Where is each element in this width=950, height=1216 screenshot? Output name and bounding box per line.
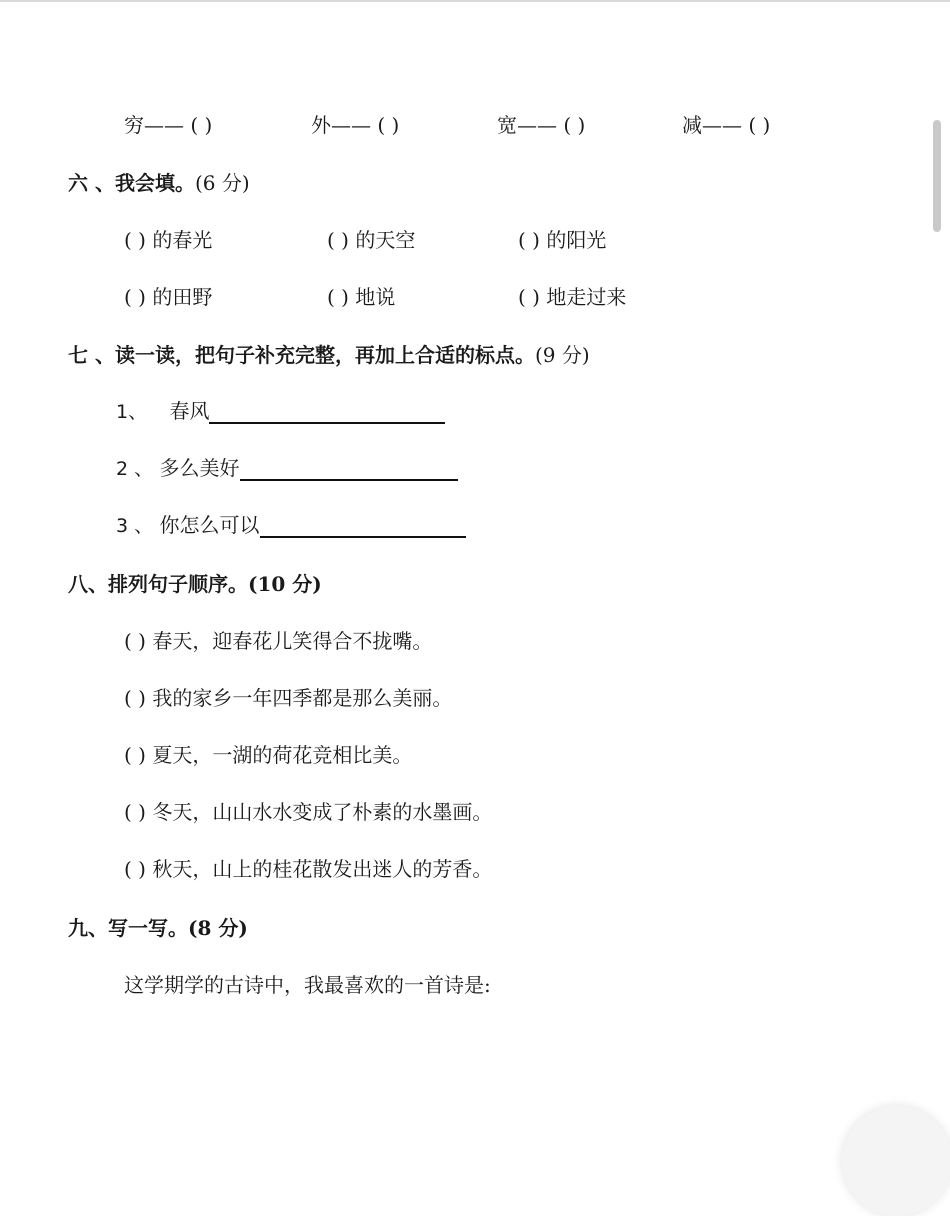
section8-title: 八、排列句子顺序。	[68, 572, 248, 596]
antonym-item-3: 宽—— ( )	[497, 113, 586, 137]
answer-line[interactable]	[260, 514, 466, 538]
antonym-item-4: 减—— ( )	[682, 113, 771, 137]
section8-item-3: ( ) 夏天，一湖的荷花竞相比美。	[124, 743, 413, 767]
section8-heading	[68, 572, 322, 596]
section6-row1-item2: ( ) 的天空	[327, 228, 416, 252]
item-number: 1、	[116, 401, 148, 423]
section6-heading	[68, 171, 250, 195]
section8-item-1: ( ) 春天，迎春花儿笑得合不拢嘴。	[124, 629, 433, 653]
item-number: 3 、	[116, 515, 154, 537]
section6-row2-item1: ( ) 的田野	[124, 285, 213, 309]
section8-item-2: ( ) 我的家乡一年四季都是那么美丽。	[124, 686, 453, 710]
section9-heading	[68, 916, 248, 940]
top-divider	[0, 0, 950, 2]
section9-title: 九、写一写。	[68, 916, 188, 940]
section6-row1-item1: ( ) 的春光	[124, 228, 213, 252]
section8-item-4: ( ) 冬天，山山水水变成了朴素的水墨画。	[124, 800, 493, 824]
item-text: 你怎么可以	[159, 513, 260, 537]
section6-score: (6 分)	[194, 171, 250, 195]
section8-item-5: ( ) 秋天，山上的桂花散发出迷人的芳香。	[124, 857, 493, 881]
answer-line[interactable]	[240, 457, 458, 481]
section6-row2-item2: ( ) 地说	[327, 285, 396, 309]
item-number: 2 、	[116, 458, 154, 480]
section7-title: 七 、读一读，把句子补充完整，再加上合适的标点。	[68, 343, 535, 367]
section6-title: 六 、我会填。	[68, 171, 195, 195]
section7-item-2	[116, 456, 458, 481]
section6-row2-item3: ( ) 地走过来	[518, 285, 627, 309]
answer-line[interactable]	[209, 400, 445, 424]
scrollbar-thumb[interactable]	[933, 120, 941, 232]
section9-prompt: 这学期学的古诗中，我最喜欢的一首诗是:	[124, 973, 491, 997]
antonym-item-1: 穷—— ( )	[124, 113, 213, 137]
section7-item-3	[116, 513, 466, 538]
antonym-item-2: 外—— ( )	[311, 113, 400, 137]
section9-score: (8 分)	[188, 916, 248, 940]
section7-item-1	[116, 399, 445, 424]
section8-score: (10 分)	[248, 572, 322, 596]
floating-action-button[interactable]	[842, 1106, 950, 1216]
section6-row1-item3: ( ) 的阳光	[518, 228, 607, 252]
item-text: 春风	[169, 399, 210, 423]
section7-heading	[68, 343, 590, 367]
item-text: 多么美好	[159, 456, 240, 480]
section7-score: (9 分)	[534, 343, 590, 367]
